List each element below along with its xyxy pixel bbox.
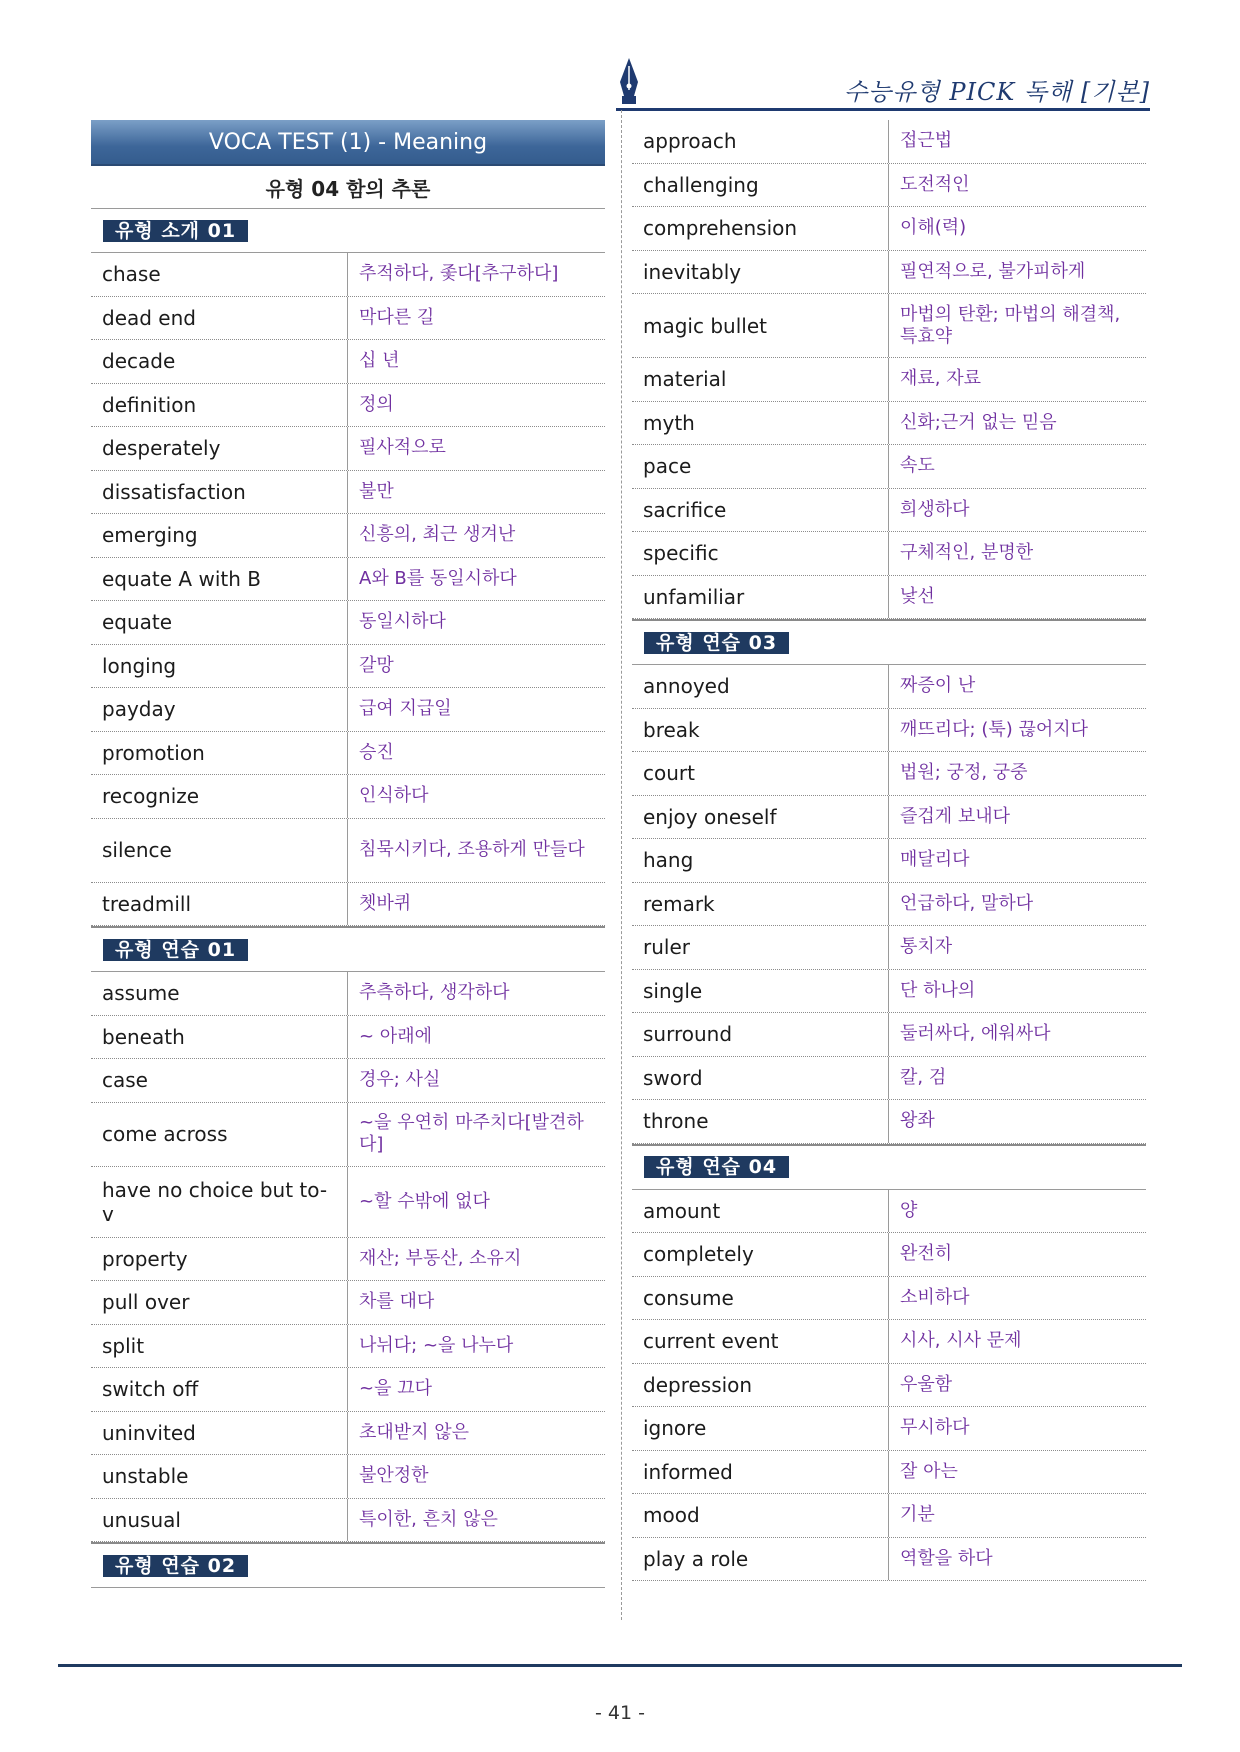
- korean-meaning: 동일시하다: [359, 611, 446, 633]
- vocab-row: [632, 358, 1146, 402]
- english-word: consume: [632, 1277, 889, 1320]
- vocab-row: [632, 1407, 1146, 1451]
- vocab-row: [91, 732, 605, 776]
- section-header: [632, 1144, 1146, 1190]
- korean-meaning: 갈망: [359, 654, 394, 676]
- english-word: case: [91, 1059, 348, 1102]
- korean-meaning: 나뉘다; ~을 나누다: [359, 1334, 514, 1356]
- vocab-row: [632, 445, 1146, 489]
- korean-meaning: 차를 대다: [359, 1291, 435, 1313]
- vocab-row: [632, 120, 1146, 164]
- english-word: treadmill: [91, 883, 348, 926]
- english-word: pull over: [91, 1281, 348, 1324]
- english-word: enjoy oneself: [632, 796, 889, 839]
- english-word: ruler: [632, 926, 889, 969]
- english-word: assume: [91, 972, 348, 1015]
- vocab-row: [91, 645, 605, 689]
- korean-meaning: 정의: [359, 393, 394, 415]
- english-word: surround: [632, 1013, 889, 1056]
- english-word: hang: [632, 839, 889, 882]
- vocab-row: [632, 1013, 1146, 1057]
- english-word: mood: [632, 1494, 889, 1537]
- vocab-row: [632, 576, 1146, 620]
- vocab-row: [632, 796, 1146, 840]
- vocab-row: [632, 207, 1146, 251]
- english-word: equate A with B: [91, 558, 348, 601]
- vocab-row: [91, 1499, 605, 1543]
- korean-meaning: 필사적으로: [359, 437, 446, 459]
- vocab-row: [632, 1233, 1146, 1277]
- english-word: sword: [632, 1057, 889, 1100]
- vocab-row: [632, 1364, 1146, 1408]
- section-header: [91, 926, 605, 972]
- vocab-row: [91, 1059, 605, 1103]
- english-word: equate: [91, 601, 348, 644]
- english-word: dead end: [91, 297, 348, 340]
- vocab-row: [91, 819, 605, 883]
- section-header: [632, 619, 1146, 665]
- english-word: recognize: [91, 775, 348, 818]
- english-word: switch off: [91, 1368, 348, 1411]
- korean-meaning: 구체적인, 분명한: [900, 542, 1034, 564]
- vocab-row: [632, 883, 1146, 927]
- vocab-row: [632, 532, 1146, 576]
- korean-meaning: 완전히: [900, 1243, 953, 1265]
- vocab-row: [91, 1016, 605, 1060]
- vocab-row: [632, 709, 1146, 753]
- korean-meaning: 무시하다: [900, 1417, 970, 1439]
- korean-meaning: 접근법: [900, 130, 953, 152]
- english-word: come across: [91, 1103, 348, 1166]
- fountain-pen-icon: [616, 56, 642, 108]
- english-word: informed: [632, 1451, 889, 1494]
- vocab-row: [632, 251, 1146, 295]
- korean-meaning: 특이한, 흔치 않은: [359, 1508, 498, 1530]
- english-word: myth: [632, 402, 889, 445]
- section-header: [91, 209, 605, 253]
- vocab-row: [632, 1538, 1146, 1582]
- english-word: throne: [632, 1100, 889, 1143]
- english-word: unusual: [91, 1499, 348, 1542]
- korean-meaning: 왕좌: [900, 1110, 935, 1132]
- vocab-row: [91, 601, 605, 645]
- section-label: 유형 연습 02: [103, 1555, 248, 1577]
- korean-meaning: 매달리다: [900, 849, 970, 871]
- vocab-row: [632, 1277, 1146, 1321]
- english-word: magic bullet: [632, 294, 889, 357]
- korean-meaning: 깨뜨리다; (툭) 끊어지다: [900, 718, 1089, 740]
- vocab-row: [632, 489, 1146, 533]
- vocab-row: [632, 752, 1146, 796]
- english-word: amount: [632, 1190, 889, 1233]
- vocab-row: [91, 558, 605, 602]
- vocab-row: [632, 926, 1146, 970]
- english-word: completely: [632, 1233, 889, 1276]
- korean-meaning: 법원; 궁정, 궁중: [900, 762, 1028, 784]
- english-word: uninvited: [91, 1412, 348, 1455]
- korean-meaning: 즐겁게 보내다: [900, 805, 1011, 827]
- right-vocab-list: [632, 120, 1146, 1581]
- korean-meaning: 칼, 검: [900, 1066, 947, 1088]
- vocab-row: [91, 297, 605, 341]
- english-word: beneath: [91, 1016, 348, 1059]
- english-word: longing: [91, 645, 348, 688]
- korean-meaning: ~을 우연히 마주치다[발견하다]: [359, 1112, 584, 1155]
- vocab-row: [91, 1368, 605, 1412]
- english-word: depression: [632, 1364, 889, 1407]
- vocab-row: [632, 970, 1146, 1014]
- korean-meaning: 재산; 부동산, 소유지: [359, 1247, 522, 1269]
- korean-meaning: 양: [900, 1199, 918, 1221]
- left-column: [91, 120, 605, 1588]
- voca-test-title: VOCA TEST (1) - Meaning: [91, 120, 605, 166]
- korean-meaning: 우울함: [900, 1373, 953, 1395]
- english-word: promotion: [91, 732, 348, 775]
- english-word: challenging: [632, 164, 889, 207]
- vocab-row: [632, 164, 1146, 208]
- english-word: comprehension: [632, 207, 889, 250]
- korean-meaning: 십 년: [359, 350, 400, 372]
- korean-meaning: 승진: [359, 741, 394, 763]
- korean-meaning: 시사, 시사 문제: [900, 1330, 1022, 1352]
- english-word: remark: [632, 883, 889, 926]
- korean-meaning: 막다른 길: [359, 306, 435, 328]
- english-word: unfamiliar: [632, 576, 889, 619]
- right-column: [632, 120, 1146, 1581]
- korean-meaning: 필연적으로, 불가피하게: [900, 260, 1086, 282]
- vocab-row: [91, 1238, 605, 1282]
- vocab-row: [632, 1100, 1146, 1144]
- english-word: unstable: [91, 1455, 348, 1498]
- english-word: approach: [632, 120, 889, 163]
- english-word: sacrifice: [632, 489, 889, 532]
- vocab-row: [91, 1412, 605, 1456]
- page-number: - 41 -: [595, 1702, 645, 1724]
- vocab-row: [91, 427, 605, 471]
- english-word: dissatisfaction: [91, 471, 348, 514]
- english-word: desperately: [91, 427, 348, 470]
- vocab-row: [91, 972, 605, 1016]
- korean-meaning: ~ 아래에: [359, 1025, 432, 1047]
- english-word: annoyed: [632, 665, 889, 708]
- korean-meaning: 마법의 탄환; 마법의 해결책, 특효약: [900, 303, 1121, 347]
- korean-meaning: 불만: [359, 480, 394, 502]
- korean-meaning: 잘 아는: [900, 1460, 958, 1482]
- korean-meaning: 소비하다: [900, 1286, 970, 1308]
- column-divider: [621, 110, 622, 1620]
- english-word: payday: [91, 688, 348, 731]
- vocab-row: [632, 1190, 1146, 1234]
- section-header: [91, 1542, 605, 1588]
- header-rule: [616, 108, 1150, 111]
- vocab-row: [632, 294, 1146, 358]
- english-word: definition: [91, 384, 348, 427]
- english-word: split: [91, 1325, 348, 1368]
- korean-meaning: 경우; 사실: [359, 1069, 441, 1091]
- vocab-row: [632, 1057, 1146, 1101]
- english-word: chase: [91, 253, 348, 296]
- korean-meaning: 희생하다: [900, 498, 970, 520]
- english-word: decade: [91, 340, 348, 383]
- english-word: inevitably: [632, 251, 889, 294]
- brand-title: 수능유형 PICK 독해 [기본]: [843, 78, 1150, 106]
- english-word: specific: [632, 532, 889, 575]
- section-label: 유형 소개 01: [103, 220, 248, 242]
- korean-meaning: 둘러싸다, 에워싸다: [900, 1023, 1051, 1045]
- english-word: have no choice but to-v: [91, 1167, 348, 1237]
- english-word: break: [632, 709, 889, 752]
- left-vocab-list: [91, 209, 605, 1588]
- vocab-row: [632, 665, 1146, 709]
- english-word: silence: [91, 819, 348, 882]
- korean-meaning: 속도: [900, 455, 935, 477]
- korean-meaning: 신흥의, 최근 생겨난: [359, 524, 516, 546]
- korean-meaning: 급여 지급일: [359, 698, 452, 720]
- vocab-row: [91, 384, 605, 428]
- korean-meaning: 역할을 하다: [900, 1547, 993, 1569]
- english-word: emerging: [91, 514, 348, 557]
- unit-subtitle: 유형 04 함의 추론: [91, 166, 605, 209]
- vocab-row: [91, 1325, 605, 1369]
- vocab-row: [632, 1451, 1146, 1495]
- vocab-row: [91, 514, 605, 558]
- vocab-row: [91, 1167, 605, 1238]
- korean-meaning: 불안정한: [359, 1465, 429, 1487]
- vocab-row: [91, 340, 605, 384]
- vocab-row: [91, 775, 605, 819]
- section-label: 유형 연습 01: [103, 939, 248, 961]
- korean-meaning: ~을 끄다: [359, 1378, 432, 1400]
- korean-meaning: 도전적인: [900, 173, 970, 195]
- vocab-row: [91, 883, 605, 927]
- footer-rule: [58, 1664, 1182, 1667]
- english-word: material: [632, 358, 889, 401]
- vocab-row: [91, 688, 605, 732]
- english-word: play a role: [632, 1538, 889, 1581]
- korean-meaning: 이해(력): [900, 217, 967, 239]
- vocab-row: [91, 1455, 605, 1499]
- korean-meaning: 짜증이 난: [900, 675, 976, 697]
- korean-meaning: 재료, 자료: [900, 368, 981, 390]
- korean-meaning: 인식하다: [359, 785, 429, 807]
- korean-meaning: ~할 수밖에 없다: [359, 1190, 490, 1212]
- english-word: single: [632, 970, 889, 1013]
- korean-meaning: 언급하다, 말하다: [900, 892, 1034, 914]
- korean-meaning: 단 하나의: [900, 979, 976, 1001]
- section-label: 유형 연습 03: [644, 632, 789, 654]
- english-word: pace: [632, 445, 889, 488]
- korean-meaning: 초대받지 않은: [359, 1421, 470, 1443]
- korean-meaning: 통치자: [900, 936, 953, 958]
- korean-meaning: 추측하다, 생각하다: [359, 982, 510, 1004]
- vocab-row: [632, 1494, 1146, 1538]
- vocab-row: [632, 1320, 1146, 1364]
- korean-meaning: 신화;근거 없는 믿음: [900, 411, 1057, 433]
- vocab-row: [632, 402, 1146, 446]
- korean-meaning: A와 B를 동일시하다: [359, 567, 517, 589]
- english-word: ignore: [632, 1407, 889, 1450]
- vocab-row: [632, 839, 1146, 883]
- vocab-row: [91, 1281, 605, 1325]
- korean-meaning: 낯선: [900, 585, 935, 607]
- vocab-row: [91, 253, 605, 297]
- korean-meaning: 추적하다, 좇다[추구하다]: [359, 263, 559, 285]
- section-label: 유형 연습 04: [644, 1156, 789, 1178]
- english-word: current event: [632, 1320, 889, 1363]
- english-word: property: [91, 1238, 348, 1281]
- korean-meaning: 기분: [900, 1504, 935, 1526]
- korean-meaning: 침묵시키다, 조용하게 만들다: [359, 839, 585, 861]
- vocab-row: [91, 471, 605, 515]
- english-word: court: [632, 752, 889, 795]
- korean-meaning: 쳇바퀴: [359, 892, 412, 914]
- vocab-row: [91, 1103, 605, 1167]
